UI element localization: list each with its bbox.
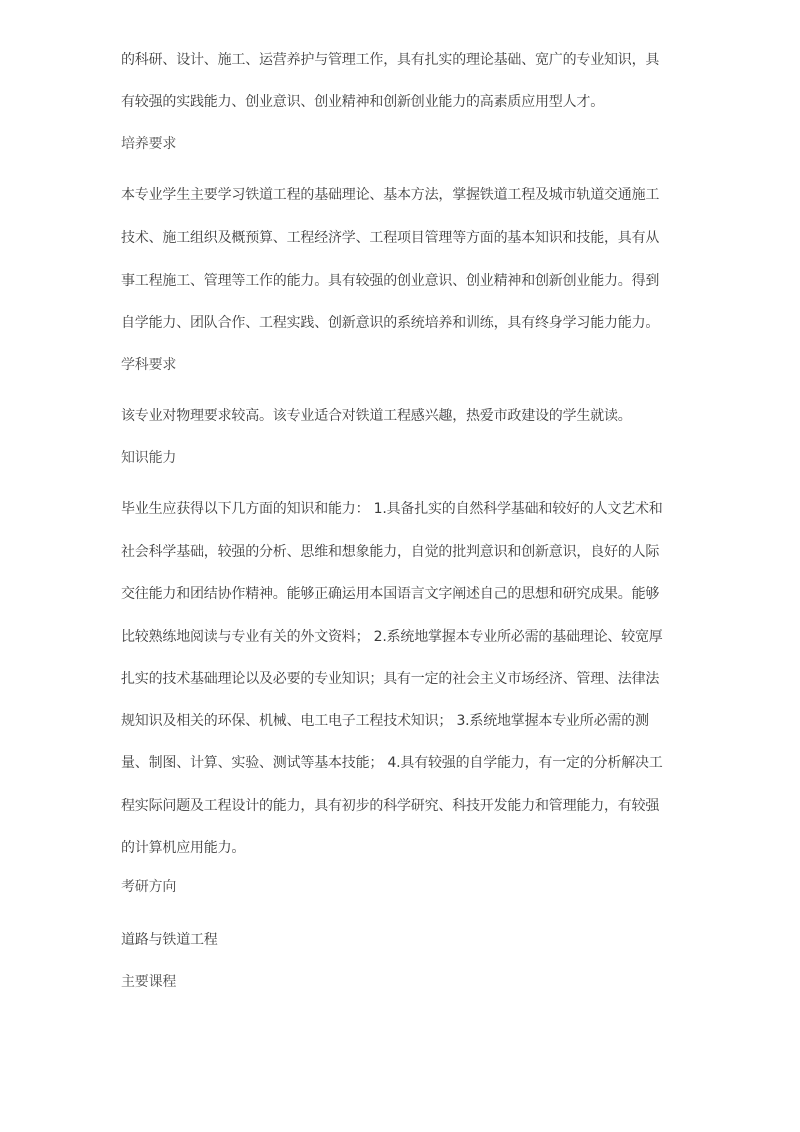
training-line-4: 自学能力、团队合作、工程实践、创新意识的系统培养和训练，具有终身学习能力能力。 bbox=[121, 315, 660, 331]
training-line-2: 技术、施工组织及概预算、工程经济学、工程项目管理等方面的基本知识和技能，具有从 bbox=[121, 230, 660, 246]
section-heading-subject: 学科要求 bbox=[121, 357, 177, 373]
training-line-3: 事工程施工、管理等工作的能力。具有较强的创业意识、创业精神和创新创业能力。得到 bbox=[121, 273, 660, 289]
knowledge-line-9: 的计算机应用能力。 bbox=[121, 840, 246, 856]
knowledge-line-3: 交往能力和团结协作精神。能够正确运用本国语言文字阐述自己的思想和研究成果。能够 bbox=[121, 586, 660, 602]
intro-line-2: 有较强的实践能力、创业意识、创业精神和创新创业能力的高素质应用型人才。 bbox=[121, 94, 604, 110]
section-heading-postgrad: 考研方向 bbox=[121, 879, 177, 895]
knowledge-line-6: 规知识及相关的环保、机械、电工电子工程技术知识； 3.系统地掌握本专业所必需的测 bbox=[121, 713, 649, 729]
section-heading-training: 培养要求 bbox=[121, 136, 177, 152]
subject-line-1: 该专业对物理要求较高。该专业适合对铁道工程感兴趣，热爱市政建设的学生就读。 bbox=[121, 408, 632, 424]
training-line-1: 本专业学生主要学习铁道工程的基础理论、基本方法，掌握铁道工程及城市轨道交通施工 bbox=[121, 187, 660, 203]
section-heading-knowledge: 知识能力 bbox=[121, 450, 177, 466]
knowledge-line-5: 扎实的技术基础理论以及必要的专业知识；具有一定的社会主义市场经济、管理、法律法 bbox=[121, 671, 660, 687]
knowledge-line-8: 程实际问题及工程设计的能力，具有初步的科学研究、科技开发能力和管理能力，有较强 bbox=[121, 798, 660, 814]
intro-line-1: 的科研、设计、施工、运营养护与管理工作，具有扎实的理论基础、宽广的专业知识，具 bbox=[121, 52, 660, 68]
knowledge-line-1: 毕业生应获得以下几方面的知识和能力： 1.具备扎实的自然科学基础和较好的人文艺术和 bbox=[121, 501, 663, 517]
section-heading-courses: 主要课程 bbox=[121, 974, 177, 990]
knowledge-line-7: 量、制图、计算、实验、测试等基本技能； 4.具有较强的自学能力，有一定的分析解决工 bbox=[121, 755, 663, 771]
postgrad-line-1: 道路与铁道工程 bbox=[121, 932, 218, 948]
knowledge-line-2: 社会科学基础，较强的分析、思维和想象能力，自觉的批判意识和创新意识，良好的人际 bbox=[121, 544, 660, 560]
knowledge-line-4: 比较熟练地阅读与专业有关的外文资料； 2.系统地掌握本专业所必需的基础理论、较宽厚 bbox=[121, 629, 663, 645]
